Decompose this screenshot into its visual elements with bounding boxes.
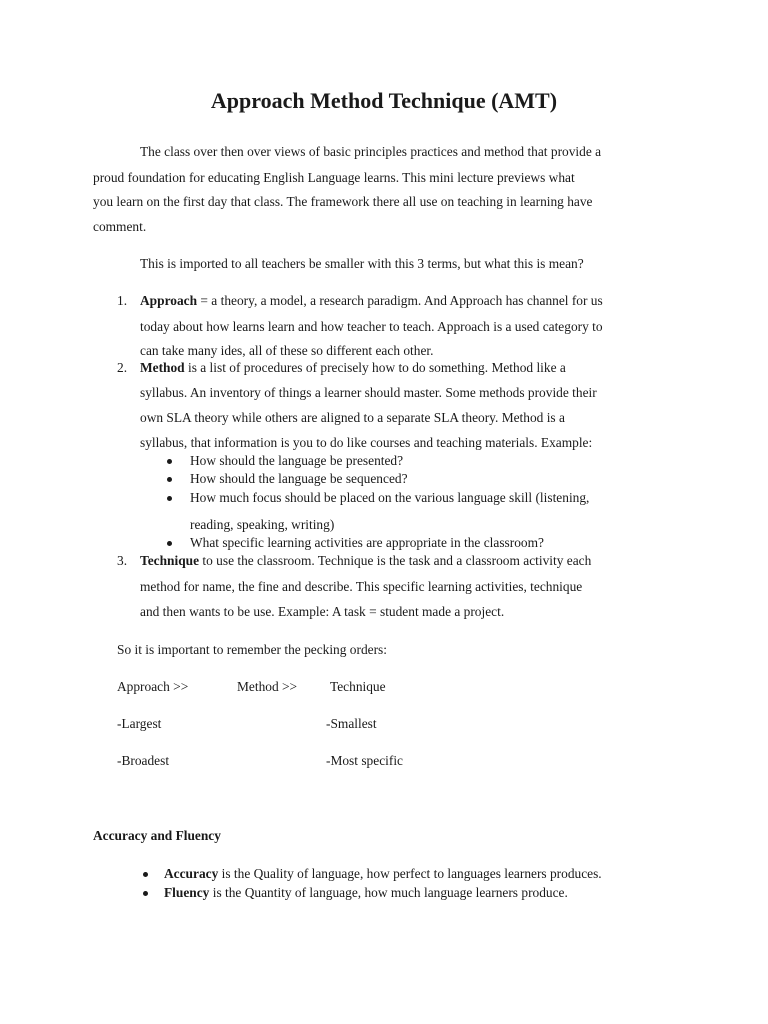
bullet-icon — [143, 872, 148, 877]
approach-line-2: today about how learns learn and how teacher to teach. Approach is a used category to — [140, 319, 603, 334]
method-bullet-1: How should the language be presented? — [190, 453, 404, 468]
method-definition: is a list of procedures of precisely how to do something. Method like a — [184, 360, 566, 375]
fluency-bullet — [164, 885, 568, 901]
term-method: Method — [140, 360, 185, 375]
term-technique: Technique — [140, 553, 200, 568]
item-number-3: 3. — [117, 553, 128, 568]
pecking-method: Method >> — [237, 679, 298, 694]
method-line-4: syllabus, that information is you to do like courses and teaching materials. Example: — [140, 435, 593, 450]
pecking-technique: Technique — [330, 679, 386, 694]
intro-line-2: proud foundation for educating English Language learns. This mini lecture previews what — [93, 170, 575, 185]
page-title: Approach Method Technique (AMT) — [210, 88, 558, 113]
intro-line-1: The class over then over views of basic principles practices and method that provide a — [140, 144, 602, 159]
item-method-first-line — [140, 360, 566, 376]
method-line-2: syllabus. An inventory of things a learner should master. Some methods provide their — [140, 385, 597, 400]
item-approach-first-line — [140, 293, 603, 309]
term-fluency: Fluency — [164, 885, 210, 900]
method-bullet-2: How should the language be sequenced? — [190, 471, 408, 486]
item-number-1: 1. — [117, 293, 128, 308]
approach-line-3: can take many ides, all of these so different each other. — [140, 343, 434, 358]
method-bullet-3: How much focus should be placed on the various language skill (listening, — [190, 490, 590, 505]
intro-line-4: comment. — [93, 219, 147, 234]
pecking-smallest: -Smallest — [326, 716, 377, 731]
question-text: This is imported to all teachers be smaller with this 3 terms, but what this is mean? — [140, 256, 584, 271]
item-technique-first-line — [140, 553, 591, 569]
bullet-icon — [143, 891, 148, 896]
bullet-icon — [167, 459, 172, 464]
pecking-approach: Approach >> — [117, 679, 189, 694]
pecking-largest: -Largest — [117, 716, 162, 731]
method-line-3: own SLA theory while others are aligned to a separate SLA theory. Method is a — [140, 410, 565, 425]
pecking-most-specific: -Most specific — [326, 753, 403, 768]
intro-line-3: you learn on the first day that class. The framework there all use on teaching in learning have — [93, 194, 593, 209]
term-accuracy: Accuracy — [164, 866, 219, 881]
pecking-broadest: -Broadest — [117, 753, 170, 768]
technique-definition: to use the classroom. Technique is the task and a classroom activity each — [199, 553, 592, 568]
technique-line-3: and then wants to be use. Example: A task = student made a project. — [140, 604, 505, 619]
method-bullet-4: What specific learning activities are appropriate in the classroom? — [190, 535, 544, 550]
accuracy-fluency-heading: Accuracy and Fluency — [93, 828, 221, 843]
method-bullet-3-cont: reading, speaking, writing) — [190, 517, 335, 532]
accuracy-definition: is the Quality of language, how perfect to languages learners produces. — [218, 866, 602, 881]
pecking-intro: So it is important to remember the pecking orders: — [117, 642, 387, 657]
technique-line-2: method for name, the fine and describe. This specific learning activities, technique — [140, 579, 583, 594]
fluency-definition: is the Quantity of language, how much language learners produce. — [209, 885, 568, 900]
approach-definition: = a theory, a model, a research paradigm. And Approach has channel for us — [197, 293, 603, 308]
bullet-icon — [167, 477, 172, 482]
term-approach: Approach — [140, 293, 198, 308]
accuracy-bullet — [164, 866, 602, 882]
item-number-2: 2. — [117, 360, 128, 375]
bullet-icon — [167, 496, 172, 501]
bullet-icon — [167, 541, 172, 546]
